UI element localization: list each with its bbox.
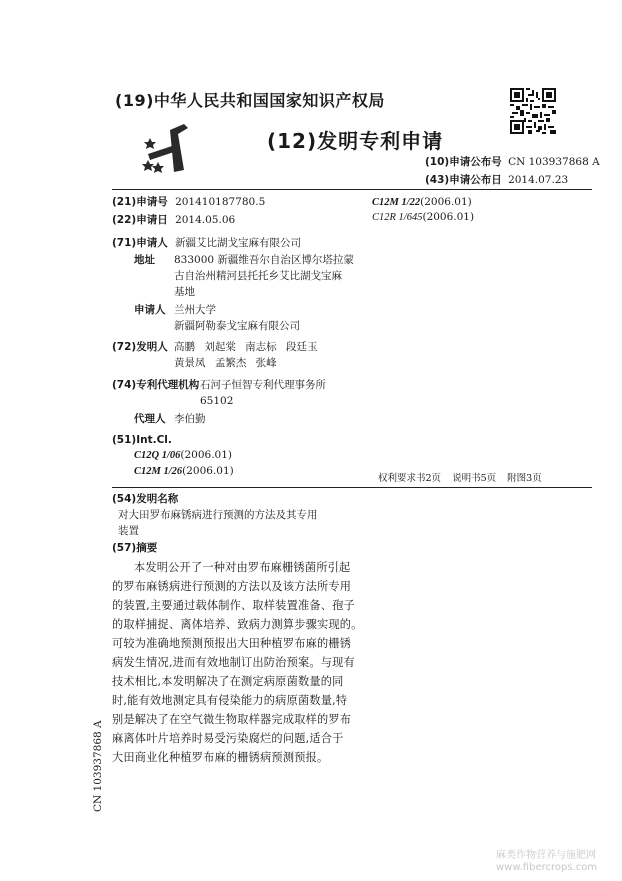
additional-code: C12M 1/22	[372, 197, 421, 208]
address-label: 地址	[134, 254, 155, 266]
int-cl-label: (51)Int.Cl.	[112, 434, 172, 446]
abstract-line: 时,能有效地测定具有侵染能力的病原菌数量,特	[112, 694, 348, 707]
qr-code-icon	[510, 88, 556, 134]
middle-divider	[112, 487, 592, 488]
publication-date: 2014.07.23	[508, 174, 569, 186]
additional-code: C12R 1/645	[372, 212, 423, 223]
application-date: 2014.05.06	[175, 214, 236, 226]
agency-line-1: 石河子恒智专利代理事务所	[200, 379, 326, 391]
application-number-row	[112, 195, 265, 210]
publication-date-row	[425, 173, 568, 188]
abstract-line: 的罗布麻锈病进行预测的方法以及该方法所专用	[112, 580, 352, 593]
address-line-2: 古自治州精河县托托乡艾比湖戈宝麻	[174, 270, 342, 282]
top-divider	[112, 189, 592, 190]
additional-code-row-2	[372, 210, 474, 225]
publication-number: CN 103937868 A	[508, 156, 600, 168]
abstract-line: 病发生情况,进而有效地制订出防治预案。与现有	[112, 656, 355, 669]
int-cl-code: C12Q 1/06	[134, 450, 181, 461]
watermark	[496, 850, 597, 874]
abstract-line: 的装置,主要通过载体制作、取样装置准备、孢子	[112, 599, 355, 612]
additional-code-version: (2006.01)	[420, 196, 472, 208]
page-counts: 权利要求书2页 说明书5页 附图3页	[378, 473, 542, 484]
title-line-1: 对大田罗布麻锈病进行预测的方法及其专用	[118, 509, 318, 521]
inventor-line-1: 高鹏 刘起棠 南志标 段廷玉	[174, 341, 318, 353]
abstract-line: 可较为准确地预测预报出大田种植罗布麻的栅锈	[112, 637, 352, 650]
publication-number-label: (10)申请公布号	[425, 156, 502, 168]
applicant-row	[112, 236, 301, 251]
publication-number-row	[425, 155, 600, 170]
side-publication-number: CN 103937868 A	[92, 720, 104, 812]
agent-name: 李伯勤	[174, 413, 206, 425]
agent-label: 代理人	[134, 413, 166, 425]
applicant-label: (71)申请人	[112, 237, 168, 249]
application-date-row	[112, 213, 235, 228]
agency-line-2: 65102	[200, 395, 234, 407]
watermark-line-1: 麻类作物营养与施肥网	[496, 850, 596, 861]
inventor-line-2: 黄景凤 孟繁杰 张峰	[174, 357, 277, 369]
abstract-line: 技术相比,本发明解决了在测定病原菌数量的同	[112, 675, 344, 688]
watermark-line-2: www.fibercrops.com	[496, 862, 598, 873]
cnipa-logo-icon	[140, 120, 206, 178]
agency-label: (74)专利代理机构	[112, 379, 200, 391]
applicant-name: 新疆艾比湖戈宝麻有限公司	[175, 237, 302, 249]
abstract-label: (57)摘要	[112, 542, 158, 554]
co-applicant-2: 新疆阿勒泰戈宝麻有限公司	[174, 320, 300, 332]
abstract-line: 本发明公开了一种对由罗布麻栅锈菌所引起	[134, 561, 351, 574]
address-line-1: 833000 新疆维吾尔自治区博尔塔拉蒙	[174, 254, 354, 266]
int-cl-code: C12M 1/26	[134, 466, 183, 477]
office-name: (19)中华人民共和国国家知识产权局	[115, 91, 385, 110]
application-number-label: (21)申请号	[112, 196, 168, 208]
co-applicant-1: 兰州大学	[174, 304, 216, 316]
int-cl-row-1	[134, 448, 232, 463]
application-number: 201410187780.5	[175, 196, 266, 208]
inventor-label: (72)发明人	[112, 341, 168, 353]
int-cl-version: (2006.01)	[182, 465, 234, 477]
abstract-line: 麻离体叶片培养时易受污染腐烂的问题,适合于	[112, 732, 344, 745]
int-cl-row-2	[134, 464, 234, 479]
abstract-line: 别是解决了在空气微生物取样器完成取样的罗布	[112, 713, 352, 726]
additional-code-row-1	[372, 195, 472, 210]
int-cl-version: (2006.01)	[180, 449, 233, 461]
abstract-line: 大田商业化种植罗布麻的栅锈病预测预报。	[112, 751, 329, 764]
co-applicant-label: 申请人	[134, 304, 166, 316]
title-label: (54)发明名称	[112, 493, 179, 505]
address-line-3: 基地	[174, 286, 195, 298]
additional-code-version: (2006.01)	[422, 211, 475, 223]
document-type: (12)发明专利申请	[267, 129, 444, 153]
title-line-2: 装置	[118, 525, 139, 537]
abstract-line: 的取样捕捉、离体培养、致病力测算步骤实现的。	[112, 618, 363, 631]
application-date-label: (22)申请日	[112, 214, 168, 226]
publication-date-label: (43)申请公布日	[425, 174, 502, 186]
